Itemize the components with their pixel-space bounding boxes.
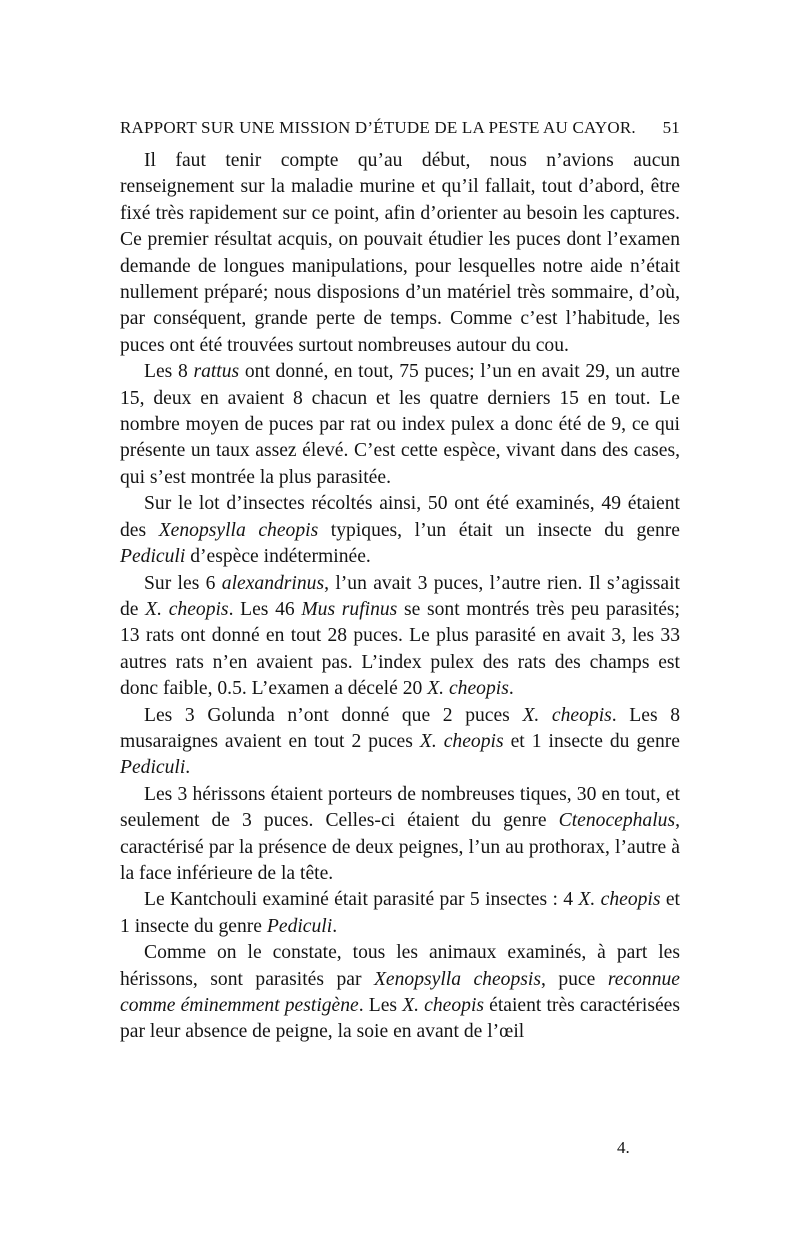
- text-run: Comme on le constate, tous les animaux examinés, à part les hérissons, sont parasités par: [120, 942, 680, 990]
- page-content: [120, 118, 680, 1046]
- paragraph: [120, 571, 680, 703]
- paragraph: [120, 940, 680, 1046]
- text-run: , l’un avait 3 puces, l’autre rien. Il s’agissait de: [120, 572, 680, 620]
- paragraph: [120, 887, 680, 940]
- signature-mark: 4.: [617, 1138, 630, 1157]
- italic-text-run: Xenopsylla cheopsis: [373, 968, 541, 990]
- text-run: Il faut tenir compte qu’au début, nous n’avions aucun renseignement sur la maladie murine et qu’il fallait, tout d’abord, être fixé très rapidement sur ce point, afin d’orienter au besoin les captures. Ce premier résultat acquis, on pouvait étudier les puces dont l’examen demande de longues manipulations, pour lesquelles notre aide n’était nullement préparé; nous disposions d’un matériel très sommaire, d’où, par conséquent, grande perte de temps. Comme c’est l’habitude, les puces ont été trouvées surtout nombreuses autour du cou.: [120, 150, 680, 356]
- text-run: d’espèce indéterminée.: [185, 546, 371, 568]
- italic-text-run: X. cheopis: [145, 598, 229, 620]
- italic-text-run: X. cheopis: [578, 889, 661, 911]
- body-text: [120, 148, 680, 1046]
- italic-text-run: Xenopsylla cheopis: [158, 519, 319, 541]
- italic-text-run: Pediculi: [120, 757, 186, 779]
- text-run: Sur les 6: [144, 572, 222, 594]
- text-run: .: [332, 915, 338, 937]
- italic-text-run: Mus rufinus: [301, 598, 398, 620]
- text-run: Les 3 hérissons étaient porteurs de nombreuses tiques, 30 en tout, et seulement de 3 puces. Celles-ci étaient du genre: [120, 783, 680, 832]
- text-run: . Les 46: [228, 598, 302, 620]
- running-header: [120, 118, 680, 138]
- text-run: Les 8: [144, 361, 194, 383]
- italic-text-run: Pediculi: [266, 915, 333, 937]
- text-run: . Les 8 musaraignes avaient en tout 2 puces: [120, 704, 680, 752]
- text-run: et 1 insecte du genre: [503, 730, 680, 752]
- paragraph: [120, 703, 680, 782]
- text-run: , puce: [540, 968, 608, 990]
- italic-text-run: alexandrinus: [221, 572, 325, 594]
- text-run: étaient très caractérisées par leur absence de peigne, la soie en avant de l’œil: [120, 995, 680, 1043]
- italic-text-run: reconnue comme éminemment pestigène: [120, 968, 680, 1016]
- paragraph: [120, 782, 680, 888]
- text-run: .: [185, 757, 191, 779]
- text-run: , caractérisé par la présence de deux peignes, l’un au prothorax, l’autre à la face inférieure de la tête.: [120, 810, 680, 884]
- page-number: 51: [662, 118, 680, 137]
- text-run: Les 3 Golunda n’ont donné que 2 puces: [144, 704, 523, 726]
- italic-text-run: X. cheopis: [522, 704, 612, 726]
- paragraph: [120, 359, 680, 491]
- italic-text-run: Pediculi: [120, 546, 186, 568]
- running-title: RAPPORT SUR UNE MISSION D’ÉTUDE DE LA PESTE AU CAYOR.: [120, 118, 636, 137]
- italic-text-run: X. cheopis: [419, 730, 504, 752]
- text-run: et 1 insecte du genre: [120, 889, 680, 937]
- italic-text-run: X. cheopis: [427, 678, 509, 700]
- text-run: Sur le lot d’insectes récoltés ainsi, 50 ont été examinés, 49 étaient des: [120, 493, 680, 541]
- text-run: . Les: [358, 995, 403, 1016]
- text-run: .: [508, 678, 514, 700]
- text-run: typiques, l’un était un insecte du genre: [318, 519, 680, 541]
- text-run: se sont montrés très peu parasités; 13 rats ont donné en tout 28 puces. Le plus parasité en avait 3, les 33 autres rats n’en avaient pas. L’index pulex des rats des champs est donc faible, 0.5. L’examen a décelé 20: [120, 598, 681, 700]
- italic-text-run: rattus: [193, 361, 240, 383]
- italic-text-run: X. cheopis: [402, 995, 485, 1016]
- paragraph: [120, 148, 680, 359]
- italic-text-run: Ctenocephalus: [558, 810, 676, 832]
- text-run: ont donné, en tout, 75 puces; l’un en avait 29, un autre 15, deux en avaient 8 chacun et les quatre derniers 15 en tout. Le nombre moyen de puces par rat ou index pulex a donc été de 9, ce qui présente un taux assez élevé. C’est cette espèce, vivant dans des cases, qui s’est montrée la plus parasitée.: [120, 361, 680, 488]
- text-run: Le Kantchouli examiné était parasité par 5 insectes : 4: [144, 889, 579, 911]
- paragraph: [120, 491, 680, 570]
